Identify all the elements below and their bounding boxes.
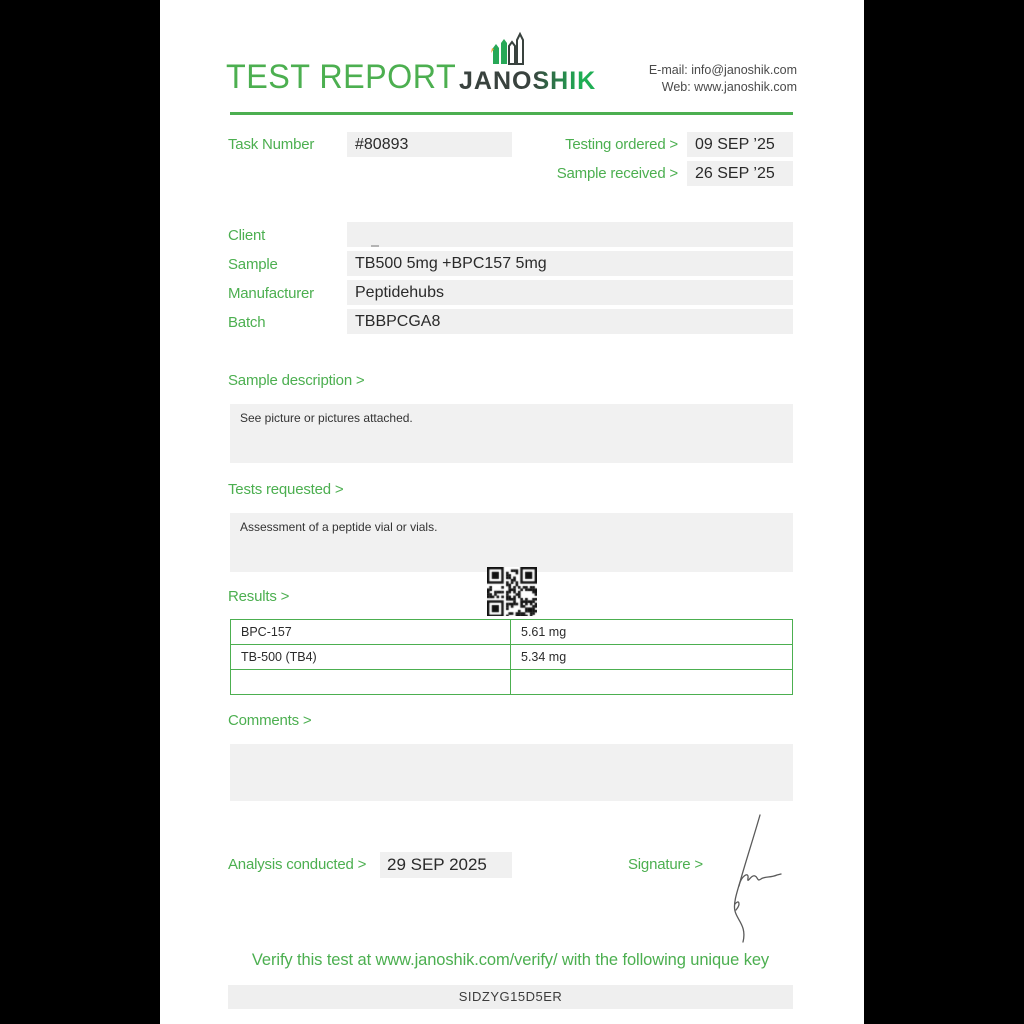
analyte-cell: BPC-157: [231, 620, 511, 645]
table-row: [231, 620, 793, 645]
logo-text-green: SHIK: [532, 67, 597, 95]
manufacturer-value: Peptidehubs: [347, 280, 793, 305]
task-number-value: #80893: [347, 132, 512, 157]
batch-value: TBBPCGA8: [347, 309, 793, 334]
sample-value: TB500 5mg +BPC157 5mg: [347, 251, 793, 276]
signature-label: Signature >: [628, 856, 703, 873]
signature-scribble: [708, 812, 783, 949]
manufacturer-label: Manufacturer: [228, 285, 314, 302]
result-cell: 5.34 mg: [511, 645, 793, 670]
sample-description-text: See picture or pictures attached.: [240, 411, 413, 425]
results-heading: Results >: [228, 588, 290, 605]
logo-text-dark: JANO: [459, 67, 533, 95]
unique-key: SIDZYG15D5ER: [228, 985, 793, 1009]
page-title: TEST REPORT: [226, 58, 457, 96]
batch-label: Batch: [228, 314, 266, 331]
comments-box: [230, 744, 793, 801]
tests-requested-heading: Tests requested >: [228, 481, 344, 498]
qr-code: [487, 567, 537, 616]
sample-label: Sample: [228, 256, 278, 273]
sample-description-heading: Sample description >: [228, 372, 365, 389]
redacted-client-mark: [371, 245, 379, 247]
client-label: Client: [228, 227, 266, 244]
tests-requested-box: [230, 513, 793, 572]
table-row: [231, 645, 793, 670]
sample-received-value: 26 SEP ’25: [687, 161, 793, 186]
logo-wordmark: [459, 67, 596, 96]
analysis-conducted-label: Analysis conducted >: [228, 856, 367, 873]
analysis-date: 29 SEP 2025: [380, 852, 512, 878]
contact-email: E-mail: info@janoshik.com: [648, 63, 797, 77]
testing-ordered-value: 09 SEP ’25: [687, 132, 793, 157]
sample-description-box: [230, 404, 793, 463]
result-cell: 5.61 mg: [511, 620, 793, 645]
sample-received-label: Sample received >: [556, 165, 678, 182]
analyte-cell: TB-500 (TB4): [231, 645, 511, 670]
report-page: [160, 0, 864, 1024]
table-row: [231, 670, 793, 695]
result-cell: [511, 670, 793, 695]
testing-ordered-label: Testing ordered >: [565, 136, 678, 153]
client-value: [347, 222, 793, 247]
header-divider: [230, 112, 793, 115]
contact-block: [649, 62, 797, 96]
results-table: [230, 619, 793, 695]
verify-instruction: Verify this test at www.janoshik.com/verify/ with the following unique key: [251, 951, 770, 969]
logo-chart-icon: [485, 31, 531, 72]
analyte-cell: [231, 670, 511, 695]
contact-web: Web: www.janoshik.com: [661, 80, 797, 94]
comments-heading: Comments >: [228, 712, 312, 729]
tests-requested-text: Assessment of a peptide vial or vials.: [240, 520, 438, 534]
task-number-label: Task Number: [228, 136, 315, 153]
